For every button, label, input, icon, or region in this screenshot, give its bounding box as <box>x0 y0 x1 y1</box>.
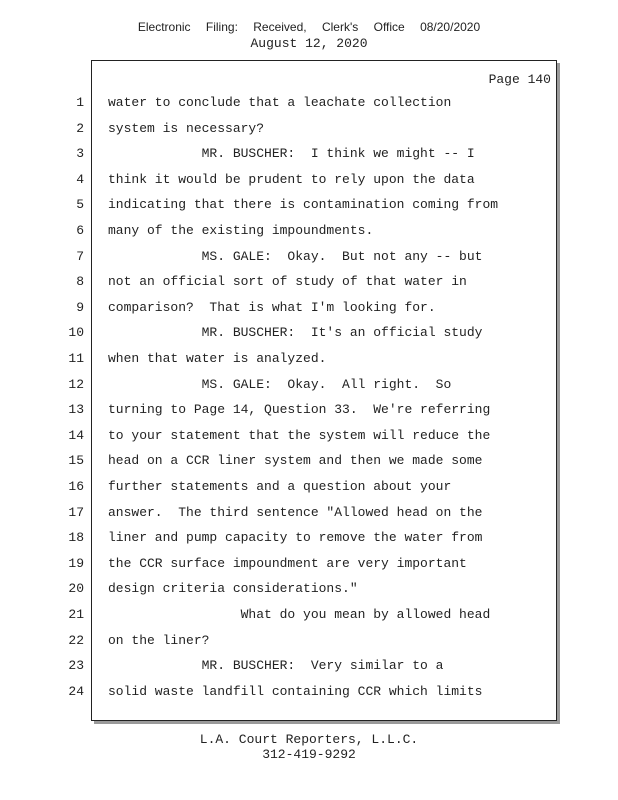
line-text: MR. BUSCHER: I think we might -- I <box>108 146 475 161</box>
line-number: 20 <box>68 581 84 596</box>
line-number: 9 <box>76 300 84 315</box>
line-number: 11 <box>68 351 84 366</box>
line-number: 1 <box>76 95 84 110</box>
stamp-part: Electronic <box>137 20 191 34</box>
stamp-part: Received, <box>253 20 307 34</box>
line-text: head on a CCR liner system and then we made some <box>108 453 483 468</box>
stamp-part: Filing: <box>205 20 238 34</box>
line-text: comparison? That is what I'm looking for. <box>108 300 436 315</box>
line-text: indicating that there is contamination coming from <box>108 197 499 212</box>
line-text: many of the existing impoundments. <box>108 223 374 238</box>
line-number: 19 <box>68 556 84 571</box>
line-text: MR. BUSCHER: Very similar to a <box>108 658 444 673</box>
line-text: solid waste landfill containing CCR which limits <box>108 684 483 699</box>
line-text: think it would be prudent to rely upon the data <box>108 172 475 187</box>
page-number: Page 140 <box>488 72 551 87</box>
line-number: 15 <box>68 453 84 468</box>
line-text: further statements and a question about your <box>108 479 452 494</box>
stamp-part: Office <box>373 20 405 34</box>
line-text: liner and pump capacity to remove the water from <box>108 530 483 545</box>
line-number: 5 <box>76 197 84 212</box>
line-number: 4 <box>76 172 84 187</box>
line-text: to your statement that the system will reduce the <box>108 428 491 443</box>
line-number: 3 <box>76 146 84 161</box>
line-number: 12 <box>68 377 84 392</box>
line-text: water to conclude that a leachate collection <box>108 95 452 110</box>
line-text: system is necessary? <box>108 121 265 136</box>
line-number: 2 <box>76 121 84 136</box>
line-number: 21 <box>68 607 84 622</box>
stamp-part: 08/20/2020 <box>420 20 481 34</box>
line-text: MS. GALE: Okay. But not any -- but <box>108 249 483 264</box>
line-text: MR. BUSCHER: It's an official study <box>108 325 483 340</box>
line-number: 17 <box>68 505 84 520</box>
hearing-date: August 12, 2020 <box>250 36 368 51</box>
line-number: 10 <box>68 325 84 340</box>
line-text: not an official sort of study of that water in <box>108 274 467 289</box>
line-text: the CCR surface impoundment are very important <box>108 556 467 571</box>
reporter-phone: 312-419-9292 <box>262 747 356 762</box>
line-text: on the liner? <box>108 633 210 648</box>
line-number: 14 <box>68 428 84 443</box>
line-number: 8 <box>76 274 84 289</box>
line-text: when that water is analyzed. <box>108 351 327 366</box>
stamp-part: Clerk's <box>321 20 359 34</box>
filing-stamp <box>0 20 618 34</box>
line-text: What do you mean by allowed head <box>108 607 491 622</box>
line-number: 18 <box>68 530 84 545</box>
line-number: 24 <box>68 684 84 699</box>
line-text: answer. The third sentence "Allowed head on the <box>108 505 483 520</box>
line-number: 23 <box>68 658 84 673</box>
line-text: MS. GALE: Okay. All right. So <box>108 377 452 392</box>
line-text: design criteria considerations." <box>108 581 358 596</box>
line-number: 7 <box>76 249 84 264</box>
line-text: turning to Page 14, Question 33. We're referring <box>108 402 491 417</box>
line-number: 16 <box>68 479 84 494</box>
line-number: 6 <box>76 223 84 238</box>
line-number: 22 <box>68 633 84 648</box>
line-number: 13 <box>68 402 84 417</box>
reporter-company: L.A. Court Reporters, L.L.C. <box>199 732 419 747</box>
